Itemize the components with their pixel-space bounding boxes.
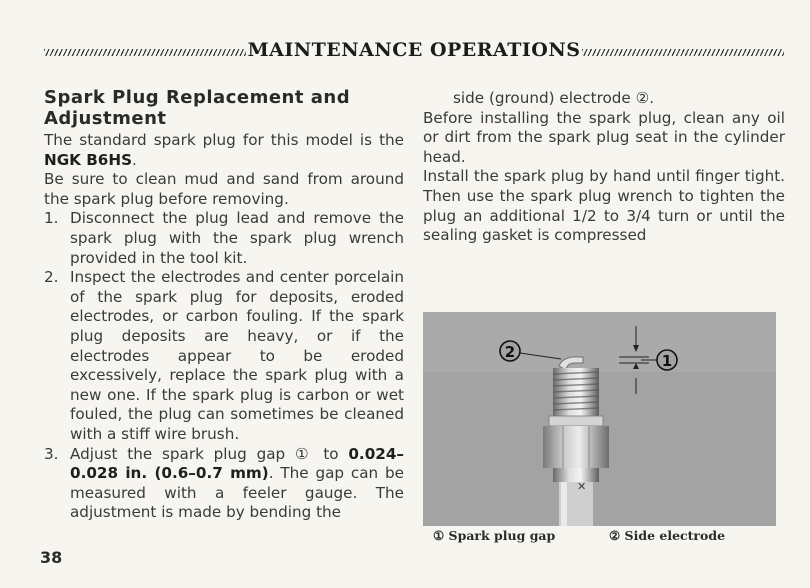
step-item bbox=[44, 268, 404, 444]
step-item bbox=[44, 445, 404, 523]
continuation-text: side (ground) electrode ②. bbox=[453, 89, 655, 107]
page-header bbox=[44, 38, 784, 62]
callout-1-label: 1 bbox=[661, 352, 673, 370]
svg-text:✕: ✕ bbox=[577, 480, 587, 493]
callout-2-label: 2 bbox=[504, 343, 516, 361]
header-hatch-right bbox=[582, 49, 784, 56]
callout-1-marker bbox=[657, 350, 677, 370]
standard-plug-text: The standard spark plug for this model is the bbox=[44, 131, 404, 149]
step-text: Adjust the spark plug gap ① to bbox=[70, 444, 349, 463]
before-installing-paragraph: Before installing the spark plug, clean any oil or dirt from the spark plug seat in the cylinder head. bbox=[423, 108, 785, 166]
standard-plug-model: NGK B6HS bbox=[44, 150, 133, 169]
header-hatch-left bbox=[44, 49, 246, 56]
gap-value: 0.024–0.028 in. (0.6–0.7 mm) bbox=[70, 444, 404, 483]
clean-paragraph: Be sure to clean mud and sand from around the spark plug before removing. bbox=[44, 170, 404, 208]
caption-spark-plug-gap: ① Spark plug gap bbox=[433, 528, 556, 543]
callout-2-marker bbox=[500, 341, 520, 361]
page-number: 38 bbox=[40, 548, 63, 567]
left-column bbox=[44, 87, 404, 523]
install-paragraph: Install the spark plug by hand until finger tight. Then use the spark plug wrench to tighten the plug an additional 1/2 to 3/4 turn or until the sealing gasket is compressed bbox=[423, 167, 785, 245]
step-text-continued: . The gap can be measured with a feeler gauge. The adjustment is made by bending the bbox=[70, 464, 404, 522]
caption-side-electrode: ② Side electrode bbox=[609, 528, 726, 543]
spark-plug-photo bbox=[423, 312, 776, 526]
standard-plug-suffix: . bbox=[132, 150, 137, 169]
step-number: 1. bbox=[44, 209, 59, 228]
step-number: 2. bbox=[44, 268, 59, 287]
step-item bbox=[44, 209, 404, 268]
step-list bbox=[44, 209, 404, 523]
page-header-title: MAINTENANCE OPERATIONS bbox=[247, 39, 581, 61]
standard-plug-paragraph bbox=[44, 131, 404, 170]
step-text: Disconnect the plug lead and remove the spark plug with the spark plug wrench provided in the tool kit. bbox=[70, 209, 404, 267]
right-column bbox=[423, 89, 785, 246]
step-text: Inspect the electrodes and center porcelain of the spark plug for deposits, eroded electrodes, or carbon fouling. If the spark plug deposits are heavy, or if the electrodes appear to be eroded excessively, replace the spark plug with a new one. If the spark plug is carbon or wet fouled, the plug can sometimes be cleaned with a stiff wire brush. bbox=[70, 268, 404, 443]
step-number: 3. bbox=[44, 444, 59, 463]
spark-plug-illustration bbox=[423, 312, 776, 526]
section-title: Spark Plug Replacement and Adjustment bbox=[44, 87, 351, 129]
figure-caption bbox=[433, 528, 773, 543]
